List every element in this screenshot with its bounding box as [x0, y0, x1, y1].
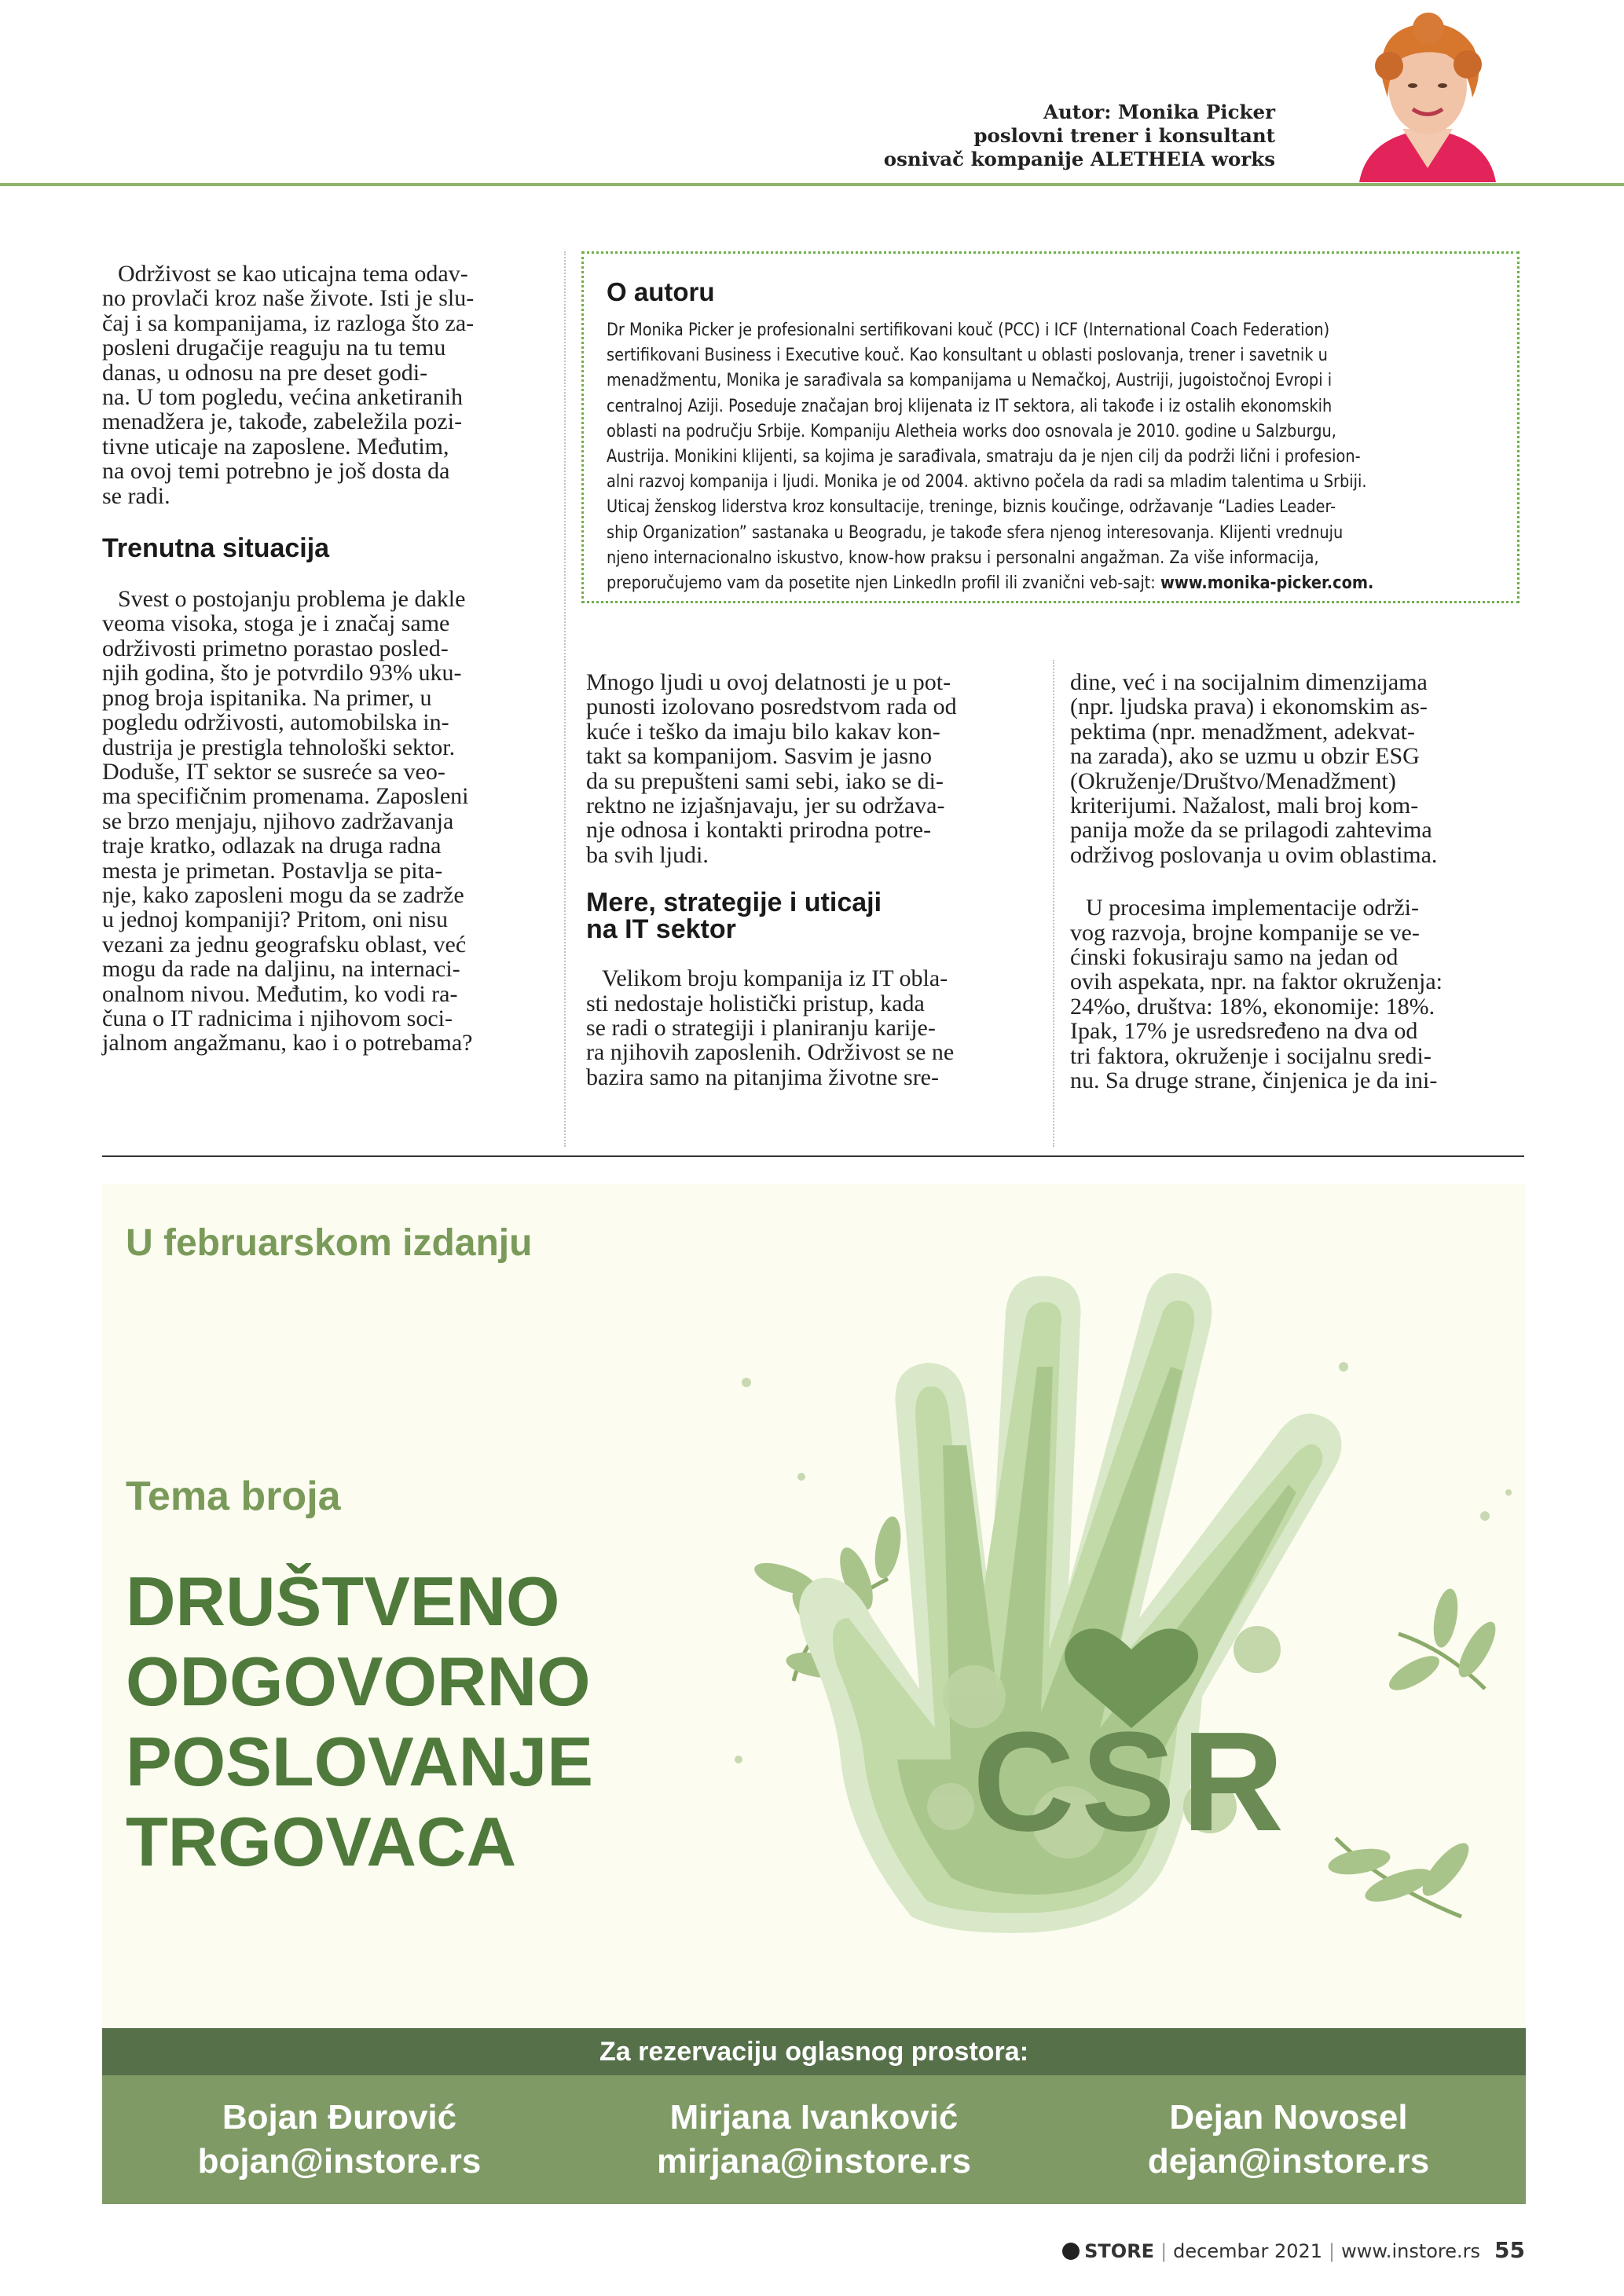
text-line: mogu da rade na daljinu, na internaci-: [102, 956, 460, 983]
header-rule: [0, 183, 1624, 186]
text-line: čuna o IT radnicima i njihovom soci-: [102, 1005, 453, 1031]
contact-email-link[interactable]: mirjana@instore.rs: [657, 2142, 971, 2181]
text-line: tri faktora, okruženje i socijalnu sredi-: [1070, 1042, 1432, 1069]
col1-paragraph-2: [102, 587, 542, 1056]
about-line: menadžmentu, Monika je sarađivala sa kompanijama u Nemačkoj, Austriji, jugoistočnoj Evropi i: [607, 370, 1333, 391]
text-line: ra njihovih zaposlenih. Održivost se ne: [586, 1039, 955, 1066]
about-line-website: [607, 570, 1373, 595]
text-line: vezani za jednu geografsku oblast, već: [102, 931, 467, 958]
text-line: onalnom nivou. Međutim, ko vodi ra-: [102, 980, 458, 1007]
text-line: na zarada), ako se uzmu u obzir ESG: [1070, 743, 1420, 770]
text-line: Održivost se kao uticajna tema odav-: [118, 261, 468, 287]
text-line: nje odnosa i kontakti prirodna potre-: [586, 817, 932, 844]
column-1: [102, 262, 542, 1056]
about-last-line: preporučujemo vam da posetite njen LinkedIn profil ili zvanični veb-sajt:: [607, 573, 1156, 594]
text-line: no provlači kroz naše živote. Isti je slu-: [102, 285, 475, 312]
text-line: ma specifičnim promenama. Zaposleni: [102, 783, 469, 810]
text-line: jalnom angažmanu, kao i o potrebama?: [102, 1030, 473, 1056]
text-line: na. U tom pogledu, većina anketiranih: [102, 384, 464, 411]
contact-card: [577, 2096, 1051, 2184]
author-credit: [884, 101, 1275, 171]
section-heading-current-situation: Trenutna situacija: [102, 533, 330, 564]
column-2: [586, 670, 1042, 1089]
text-line: ovih aspekata, npr. na faktor okruženja:: [1070, 969, 1443, 995]
page-footer: STORE | decembar 2021 | www.instore.rs 55: [1062, 2237, 1525, 2263]
page-number: 55: [1494, 2237, 1525, 2263]
author-portrait: [1328, 11, 1527, 182]
column-3: [1070, 670, 1526, 1093]
author-company: osnivač kompanije ALETHEIA works: [883, 148, 1275, 170]
text-line: danas, u odnosu na pre deset godi-: [102, 359, 428, 386]
text-line: održivosti primetno porastao posled-: [102, 635, 449, 661]
author-website-link[interactable]: www.monika-picker.com.: [1160, 573, 1374, 594]
promo-headline: [126, 1562, 593, 1882]
text-line: dine, već i na socijalnim dimenzijama: [1070, 669, 1428, 695]
text-line: veoma visoka, stoga je i značaj same: [102, 610, 450, 637]
text-line: pnog broja ispitanika. Na primer, u: [102, 684, 432, 711]
column-divider: [1053, 660, 1054, 1147]
text-line: u jednoj kompaniji? Pritom, oni nisu: [102, 906, 448, 933]
col3-paragraph-1: [1070, 670, 1526, 867]
text-line: tivne uticaje na zaposlene. Međutim,: [102, 433, 449, 460]
about-line: centralnoj Aziji. Poseduje značajan broj klijenata iz IT sektora, ali takođe i iz ostalih ekonomskih: [607, 395, 1333, 416]
contact-name: Mirjana Ivanković: [669, 2098, 959, 2137]
text-line: nje, kako zaposleni mogu da se zadrže: [102, 881, 464, 908]
text-line: pektima (npr. menadžment, adekvat-: [1070, 718, 1415, 745]
author-role: poslovni trener i konsultant: [973, 124, 1275, 147]
text-line: menadžera je, takođe, zabeležila pozi-: [102, 408, 463, 435]
text-line: posleni drugačije reaguju na tu temu: [102, 335, 446, 361]
text-line: vog razvoja, brojne kompanije se ve-: [1070, 919, 1420, 946]
text-line: rektno ne izjašnjavaju, jer su održava-: [586, 793, 945, 819]
text-line: 24%o, društva: 18%, ekonomije: 18%.: [1070, 993, 1435, 1020]
instore-logo-icon: [1062, 2243, 1080, 2260]
csr-hand-illustration: [691, 1210, 1524, 1964]
col2-paragraph-2: [586, 966, 1042, 1089]
text-line: Mnogo ljudi u ovoj delatnosti je u pot-: [586, 669, 951, 695]
about-line: ship Organization” sastanaka u Beogradu, je takođe sfera njenog interesovanja. Klijenti vrednuju: [607, 522, 1344, 543]
text-line: kriterijumi. Nažalost, mali broj kom-: [1070, 793, 1419, 819]
text-line: bazira samo na pitanjima životne sre-: [586, 1064, 939, 1090]
about-line: njeno internacionalno iskustvo, know-how praksu i personalni angažman. Za više informacija,: [607, 547, 1319, 568]
about-line: Austrija. Monikini klijenti, sa kojima je sarađivala, smatraju da je njen cilj da podrži lični i profesion-: [607, 446, 1361, 467]
headline-line: DRUŠTVENO: [126, 1562, 560, 1640]
footer-site: www.instore.rs: [1341, 2240, 1481, 2262]
contact-email-link[interactable]: bojan@instore.rs: [197, 2142, 482, 2181]
article-end-rule: [102, 1155, 1524, 1157]
text-line: njih godina, što je potvrdilo 93% uku-: [102, 660, 462, 687]
text-line: (Okruženje/Društvo/Menadžment): [1070, 767, 1396, 794]
about-author-text: [607, 317, 1373, 595]
text-line: takt sa kompanijom. Sasvim je jasno: [586, 743, 932, 770]
contact-card: [102, 2096, 577, 2184]
text-line: ba svih ljudi.: [586, 841, 709, 868]
promo-topic-label: Tema broja: [126, 1474, 341, 1519]
text-line: panija može da se prilagodi zahtevima: [1070, 817, 1432, 844]
text-line: ćinski fokusiraju samo na jedan od: [1070, 944, 1399, 971]
text-line: U procesima implementacije održi-: [1086, 895, 1419, 921]
heading-line: Mere, strategije i uticaji: [586, 888, 882, 918]
about-line: oblasti na području Srbije. Kompaniju Aletheia works doo osnovala je 2010. godine u Salzburgu,: [607, 420, 1336, 441]
text-line: održivog poslovanja u ovim oblastima.: [1070, 841, 1438, 868]
leaf-branch-right-icon: [1326, 1587, 1502, 1917]
text-line: Ipak, 17% je usredsređeno na dva od: [1070, 1018, 1418, 1045]
text-line: se radi.: [102, 482, 170, 509]
about-author-title: O autoru: [607, 277, 715, 306]
text-line: Doduše, IT sektor se susreće sa veo-: [102, 758, 445, 785]
footer-brand: STORE: [1084, 2240, 1155, 2262]
column-divider: [564, 251, 566, 1147]
col1-paragraph-1: [102, 262, 542, 508]
text-line: punosti izolovano posredstvom rada od: [586, 694, 957, 720]
about-line: Uticaj ženskog liderstva kroz konsultacije, treninge, biznis koučinge, održavanje “Ladies Leader-: [607, 496, 1336, 518]
text-line: pogledu održivosti, automobilska in-: [102, 709, 449, 736]
contacts-bar: [102, 2075, 1526, 2204]
heading-line: na IT sektor: [586, 914, 736, 945]
about-line: sertifikovani Business i Executive kouč. Kao konsultant u oblasti poslovanja, trener i savetnik u: [607, 345, 1328, 366]
reservation-bar: Za rezervaciju oglasnog prostora:: [102, 2028, 1526, 2075]
about-line: alni razvoj kompanija i ljudi. Monika je od 2004. aktivno počela da radi sa mladim talentima u Srbiji.: [607, 471, 1367, 493]
col2-paragraph-1: [586, 670, 1042, 867]
about-line: Dr Monika Picker je profesionalni sertifikovani kouč (PCC) i ICF (International Coach Federation): [607, 320, 1330, 340]
text-line: traje kratko, odlazak na druga radna: [102, 833, 442, 859]
csr-label: CSR: [972, 1703, 1291, 1861]
author-name: Autor: Monika Picker: [1043, 101, 1275, 123]
text-line: Velikom broju kompanija iz IT obla-: [602, 965, 948, 992]
footer-date: decembar 2021: [1173, 2240, 1323, 2262]
col3-paragraph-2: [1070, 895, 1526, 1093]
text-line: se radi o strategiji i planiranju karije-: [586, 1015, 936, 1042]
promo-subtitle: U februarskom izdanju: [126, 1222, 533, 1264]
text-line: kuće i teško da imaju bilo kakav kon-: [586, 718, 940, 745]
contact-card: [1051, 2096, 1526, 2184]
text-line: dustrija je prestigla tehnološki sektor.: [102, 734, 456, 760]
contact-email-link[interactable]: dejan@instore.rs: [1147, 2142, 1430, 2181]
headline-line: ODGOVORNO: [126, 1642, 591, 1720]
headline-line: TRGOVACA: [126, 1803, 517, 1880]
text-line: se brzo menjaju, njihovo zadržavanja: [102, 807, 454, 834]
text-line: da su prepušteni sami sebi, iako se di-: [586, 767, 944, 794]
section-heading-measures: [586, 889, 1042, 943]
text-line: (npr. ljudska prava) i ekonomskim as-: [1070, 694, 1428, 720]
contact-name: Dejan Novosel: [1169, 2098, 1408, 2137]
text-line: sti nedostaje holistički pristup, kada: [586, 990, 925, 1016]
text-line: mesta je primetan. Postavlja se pita-: [102, 857, 443, 884]
text-line: čaj i sa kompanijama, iz razloga što za-: [102, 309, 475, 336]
text-line: na ovoj temi potrebno je još dosta da: [102, 458, 450, 485]
headline-line: POSLOVANJE: [126, 1723, 593, 1800]
text-line: Svest o postojanju problema je dakle: [118, 586, 466, 613]
contact-name: Bojan Đurović: [222, 2098, 457, 2137]
text-line: nu. Sa druge strane, činjenica je da ini-: [1070, 1067, 1438, 1094]
